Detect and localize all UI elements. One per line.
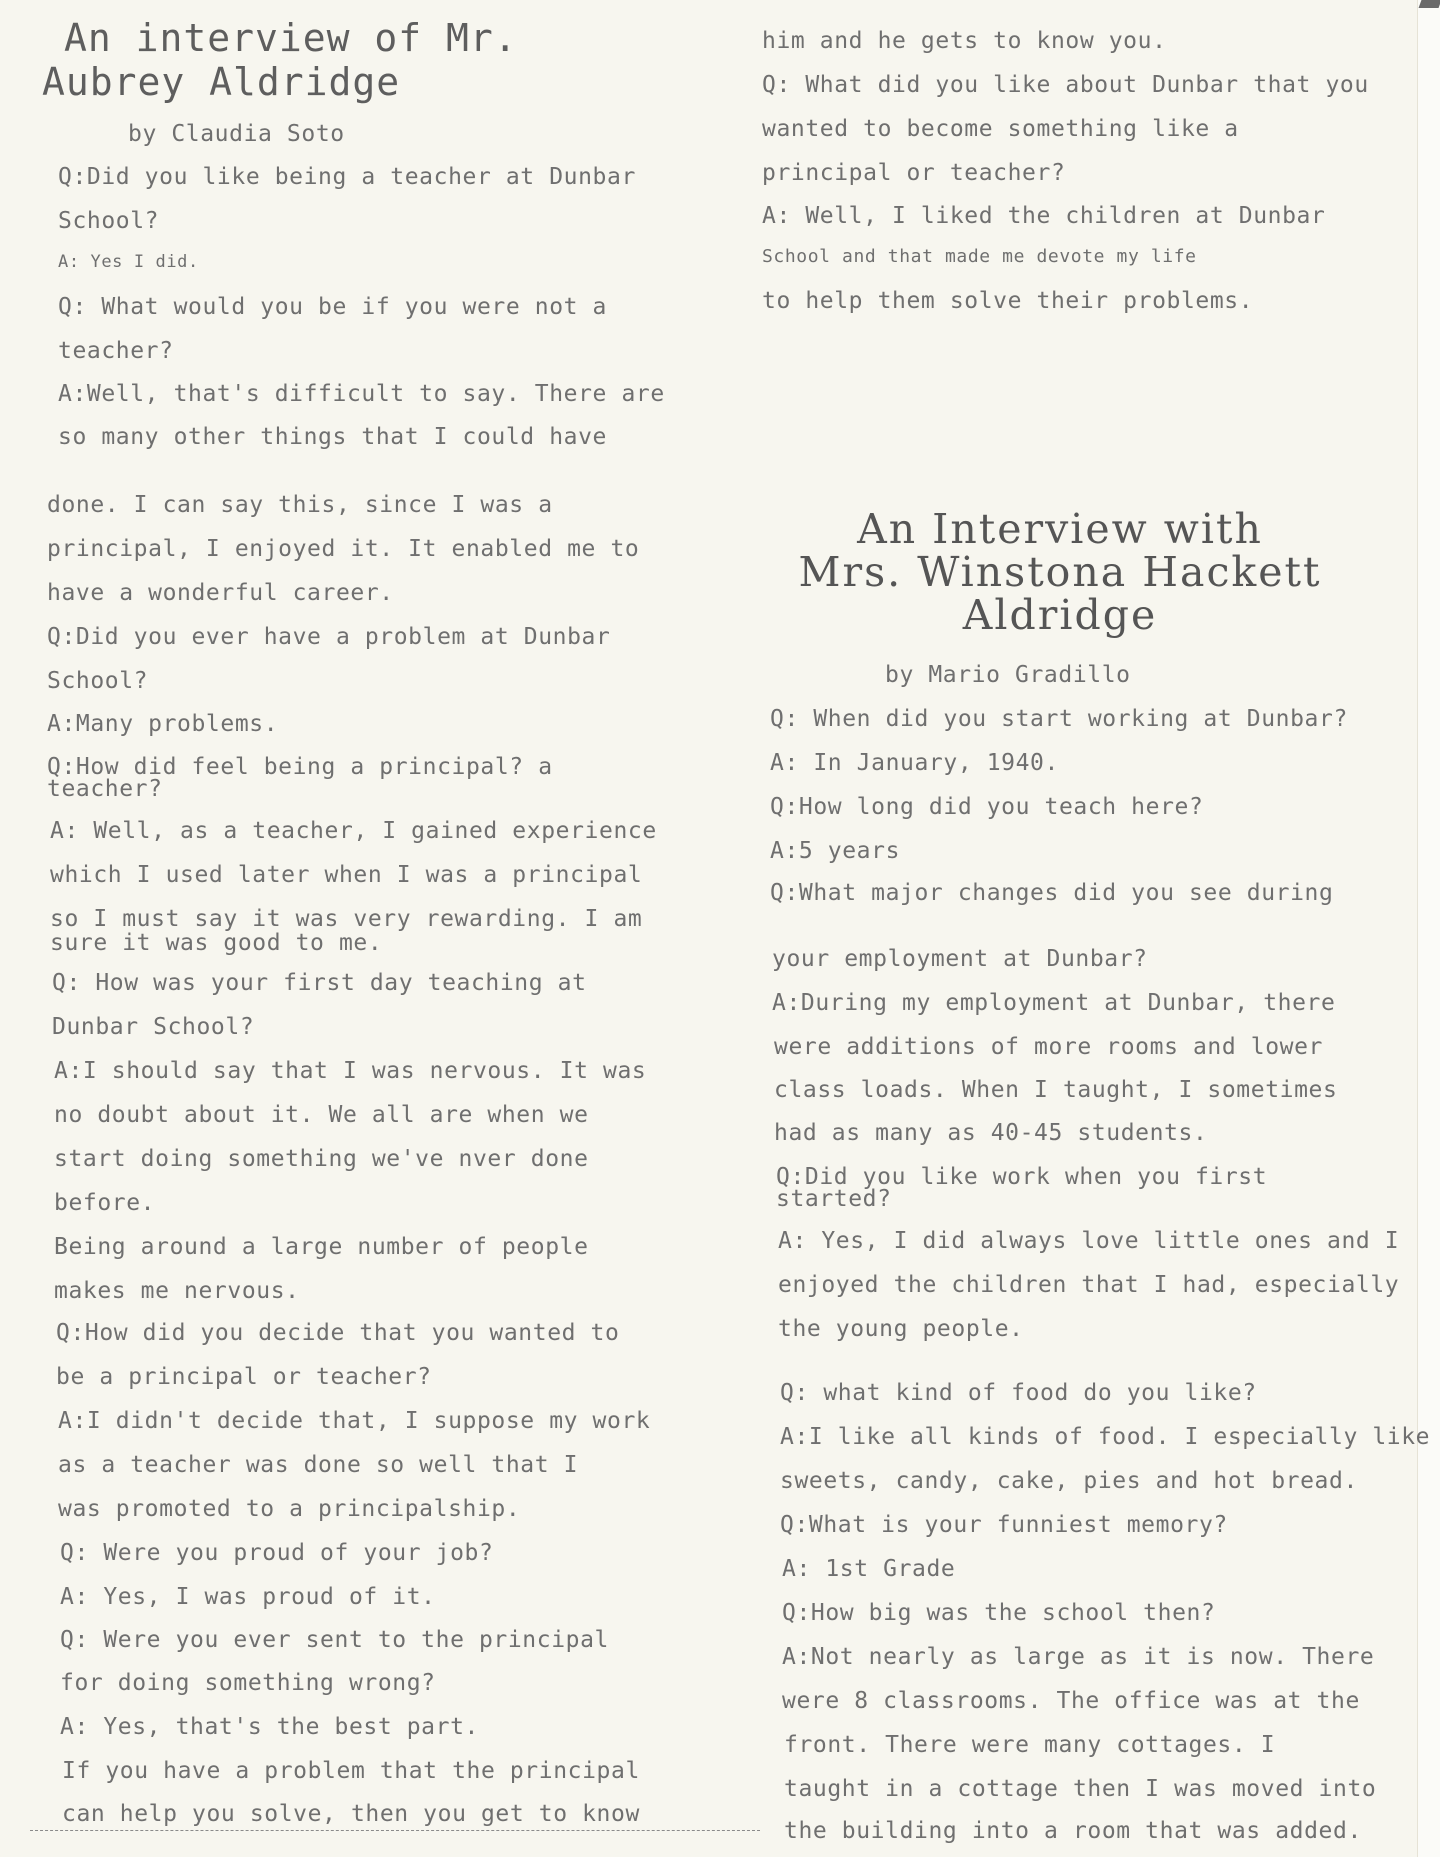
left-text-line: which I used later when I was a principal: [50, 862, 643, 888]
left-text-line: so I must say it was very rewarding. I am: [50, 906, 643, 932]
right-text-line: the young people.: [778, 1316, 1024, 1342]
right-text-line: started?: [776, 1186, 892, 1212]
right-top-line: A: Well, I liked the children at Dunbar: [762, 203, 1326, 229]
right-text-line: A: In January, 1940.: [770, 750, 1059, 776]
left-text-line: Q: What would you be if you were not a: [58, 294, 607, 320]
right-text-line: were additions of more rooms and lower: [774, 1034, 1323, 1060]
left-text-line: be a principal or teacher?: [56, 1364, 432, 1390]
left-text-line: A: Well, as a teacher, I gained experience: [50, 818, 657, 844]
left-text-line: A: Yes, I was proud of it.: [60, 1584, 436, 1610]
left-text-line: Q:How did you decide that you wanted to: [56, 1320, 620, 1346]
left-text-line: can help you solve, then you get to know: [62, 1801, 640, 1827]
left-text-line: before.: [54, 1190, 156, 1216]
right-text-line: A: 1st Grade: [782, 1556, 956, 1582]
right-text-line: your employment at Dunbar?: [772, 946, 1148, 972]
right-top-line: to help them solve their problems.: [762, 288, 1254, 314]
right-text-line: taught in a cottage then I was moved into: [784, 1776, 1377, 1802]
left-text-line: Q: How was your first day teaching at: [52, 970, 587, 996]
left-text-line: as a teacher was done so well that I: [58, 1452, 579, 1478]
right-text-line: A: Yes, I did always love little ones and I: [778, 1228, 1400, 1254]
left-text-line: If you have a problem that the principal: [62, 1758, 640, 1784]
right-text-line: A:5 years: [770, 838, 901, 864]
right-top-line: School and that made me devote my life: [762, 246, 1197, 267]
left-text-line: Dunbar School?: [52, 1014, 255, 1040]
right-text-line: the building into a room that was added.: [784, 1818, 1362, 1844]
left-text-line: no doubt about it. We all are when we: [54, 1102, 589, 1128]
right-text-line: A:I like all kinds of food. I especially like: [780, 1424, 1431, 1450]
right-text-line: enjoyed the children that I had, especially: [778, 1272, 1400, 1298]
left-title-line1: An interview of Mr.: [64, 16, 518, 60]
right-title-line2: Mrs. Winstona Hackett: [798, 548, 1322, 596]
right-text-line: Q:How big was the school then?: [782, 1600, 1216, 1626]
right-byline: by Mario Gradillo: [885, 662, 1131, 688]
left-text-line: so many other things that I could have: [58, 424, 607, 450]
left-title-line2: Aubrey Aldridge: [42, 60, 401, 104]
right-title-line1: An Interview with: [857, 505, 1263, 553]
left-text-line: sure it was good to me.: [50, 930, 383, 956]
right-text-line: Q:Did you like work when you first: [776, 1164, 1268, 1190]
left-text-line: Q:Did you like being a teacher at Dunbar: [58, 164, 636, 190]
right-text-line: Q: When did you start working at Dunbar?: [770, 706, 1348, 732]
right-top-line: principal or teacher?: [762, 160, 1066, 186]
right-top-line: Q: What did you like about Dunbar that you: [762, 72, 1369, 98]
left-text-line: have a wonderful career.: [47, 580, 394, 606]
left-text-line: School?: [58, 208, 160, 234]
left-text-line: School?: [47, 668, 149, 694]
right-text-line: were 8 classrooms. The office was at the: [782, 1688, 1360, 1714]
left-text-line: A:I didn't decide that, I suppose my work: [58, 1408, 651, 1434]
left-text-line: A: Yes I did.: [58, 252, 199, 272]
right-top-line: wanted to become something like a: [762, 116, 1239, 142]
left-text-line: start doing something we've nver done: [54, 1146, 589, 1172]
left-text-line: A:I should say that I was nervous. It was: [54, 1058, 647, 1084]
right-text-line: class loads. When I taught, I sometimes: [774, 1077, 1338, 1103]
right-text-line: Q:What major changes did you see during: [770, 880, 1334, 906]
right-text-line: A:Not nearly as large as it is now. There: [782, 1644, 1375, 1670]
right-text-line: sweets, candy, cake, pies and hot bread.: [780, 1468, 1358, 1494]
right-text-line: Q:How long did you teach here?: [770, 794, 1204, 820]
right-title-line3: Aldridge: [962, 591, 1158, 639]
right-text-line: A:During my employment at Dunbar, there: [772, 990, 1336, 1016]
left-text-line: Q: Were you proud of your job?: [60, 1540, 494, 1566]
left-text-line: A: Yes, that's the best part.: [60, 1714, 479, 1740]
left-text-line: was promoted to a principalship.: [58, 1496, 521, 1522]
left-text-line: Being around a large number of people: [54, 1234, 589, 1260]
left-text-line: teacher?: [58, 338, 174, 364]
left-byline: by Claudia Soto: [128, 121, 345, 147]
left-text-line: teacher?: [47, 776, 163, 802]
right-top-line: him and he gets to know you.: [762, 28, 1167, 54]
right-text-line: Q: what kind of food do you like?: [780, 1380, 1257, 1406]
left-text-line: Q:How did feel being a principal? a: [47, 754, 553, 780]
left-text-line: A:Well, that's difficult to say. There are: [58, 381, 665, 407]
left-text-line: makes me nervous.: [54, 1278, 300, 1304]
corner-mark: [1419, 0, 1440, 8]
right-text-line: had as many as 40-45 students.: [774, 1120, 1208, 1146]
left-text-line: for doing something wrong?: [60, 1670, 436, 1696]
left-text-line: Q:Did you ever have a problem at Dunbar: [47, 624, 611, 650]
page-edge: [1417, 0, 1440, 1857]
right-text-line: front. There were many cottages. I: [784, 1732, 1276, 1758]
left-text-line: A:Many problems.: [47, 711, 279, 737]
left-text-line: done. I can say this, since I was a: [47, 492, 553, 518]
left-text-line: principal, I enjoyed it. It enabled me to: [47, 536, 640, 562]
left-text-line: Q: Were you ever sent to the principal: [60, 1627, 609, 1653]
right-text-line: Q:What is your funniest memory?: [780, 1512, 1228, 1538]
